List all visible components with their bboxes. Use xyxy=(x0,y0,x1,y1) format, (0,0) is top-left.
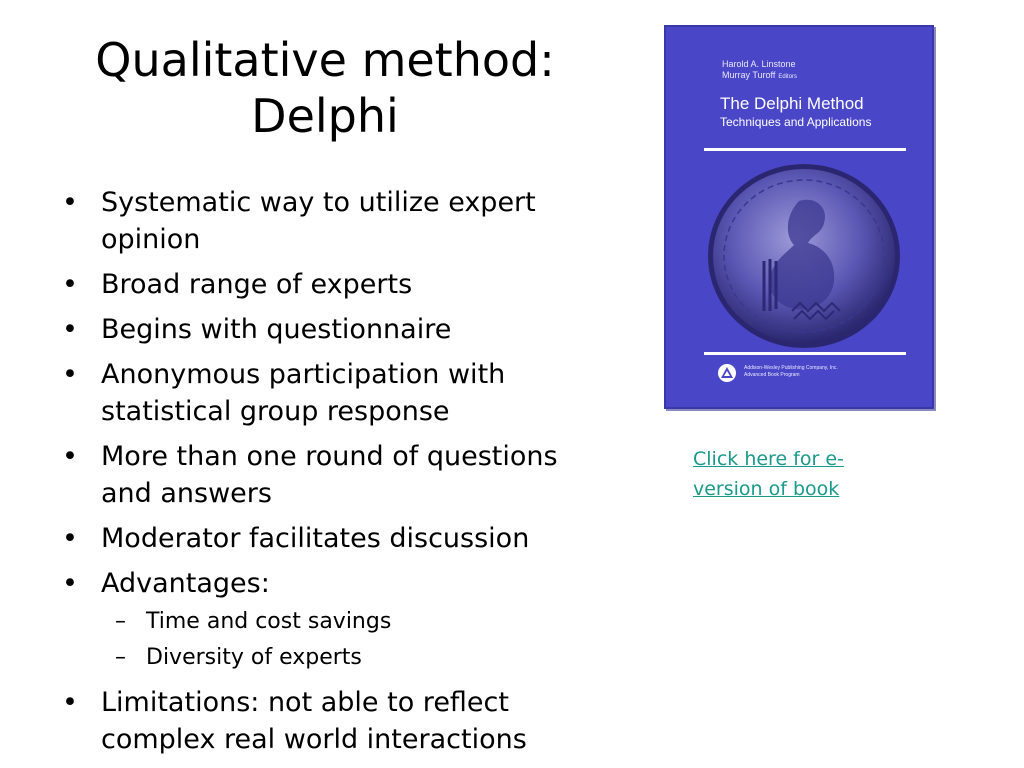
publisher-logo-icon xyxy=(717,363,737,383)
ebook-link[interactable] xyxy=(693,444,913,504)
bullet-text: Broad range of experts xyxy=(101,269,413,300)
sub-bullet-item: – Diversity of experts xyxy=(101,640,662,676)
sub-bullet-item: – Time and cost savings xyxy=(101,604,662,640)
bullet-text: Advantages: xyxy=(101,568,270,599)
bullet-item xyxy=(62,684,662,758)
bullet-text: Limitations: not able to reflect xyxy=(101,687,509,718)
bullet-text-continued: and answers xyxy=(101,478,272,509)
bullet-text: Begins with questionnaire xyxy=(101,314,452,345)
publisher-company: Addison-Wesley Publishing Company, Inc. xyxy=(744,365,838,371)
book-author: Harold A. Linstone xyxy=(722,59,796,69)
book-rule-top xyxy=(704,148,906,151)
bullet-text: Anonymous participation with xyxy=(101,359,506,390)
bullet-item xyxy=(62,184,662,258)
book-subtitle: Techniques and Applications xyxy=(720,115,872,129)
bullet-text: Moderator facilitates discussion xyxy=(101,523,530,554)
publisher-name xyxy=(744,365,838,379)
book-rule-bottom xyxy=(704,352,906,355)
slide-title xyxy=(30,32,620,144)
bullet-text-continued: opinion xyxy=(101,224,201,255)
bullet-text: More than one round of questions xyxy=(101,441,558,472)
bullet-item xyxy=(62,311,662,348)
book-author: Murray Turoff Editors xyxy=(722,70,798,80)
slide-title-line2: Delphi xyxy=(251,89,399,143)
ebook-link-line1[interactable]: Click here for e- xyxy=(693,448,844,470)
book-cover-image xyxy=(664,25,934,409)
bullet-item xyxy=(62,520,662,557)
bullet-text: Systematic way to utilize expert xyxy=(101,187,536,218)
ebook-link-line2[interactable]: version of book xyxy=(693,478,840,500)
bullet-item xyxy=(62,356,662,430)
bullet-text-continued: complex real world interactions xyxy=(101,724,527,755)
bullet-item xyxy=(62,266,662,303)
book-editors-label: Editors xyxy=(778,74,798,80)
book-title: The Delphi Method xyxy=(720,94,864,113)
bullet-list xyxy=(62,184,662,766)
slide-title-line1: Qualitative method: xyxy=(95,33,555,87)
coin-image xyxy=(704,161,904,351)
bullet-item-advantages xyxy=(62,565,662,676)
bullet-text-continued: statistical group response xyxy=(101,396,450,427)
bullet-item xyxy=(62,438,662,512)
sub-bullet-list xyxy=(101,604,662,676)
publisher-program: Advanced Book Program xyxy=(744,372,800,378)
book-authors xyxy=(722,59,797,83)
